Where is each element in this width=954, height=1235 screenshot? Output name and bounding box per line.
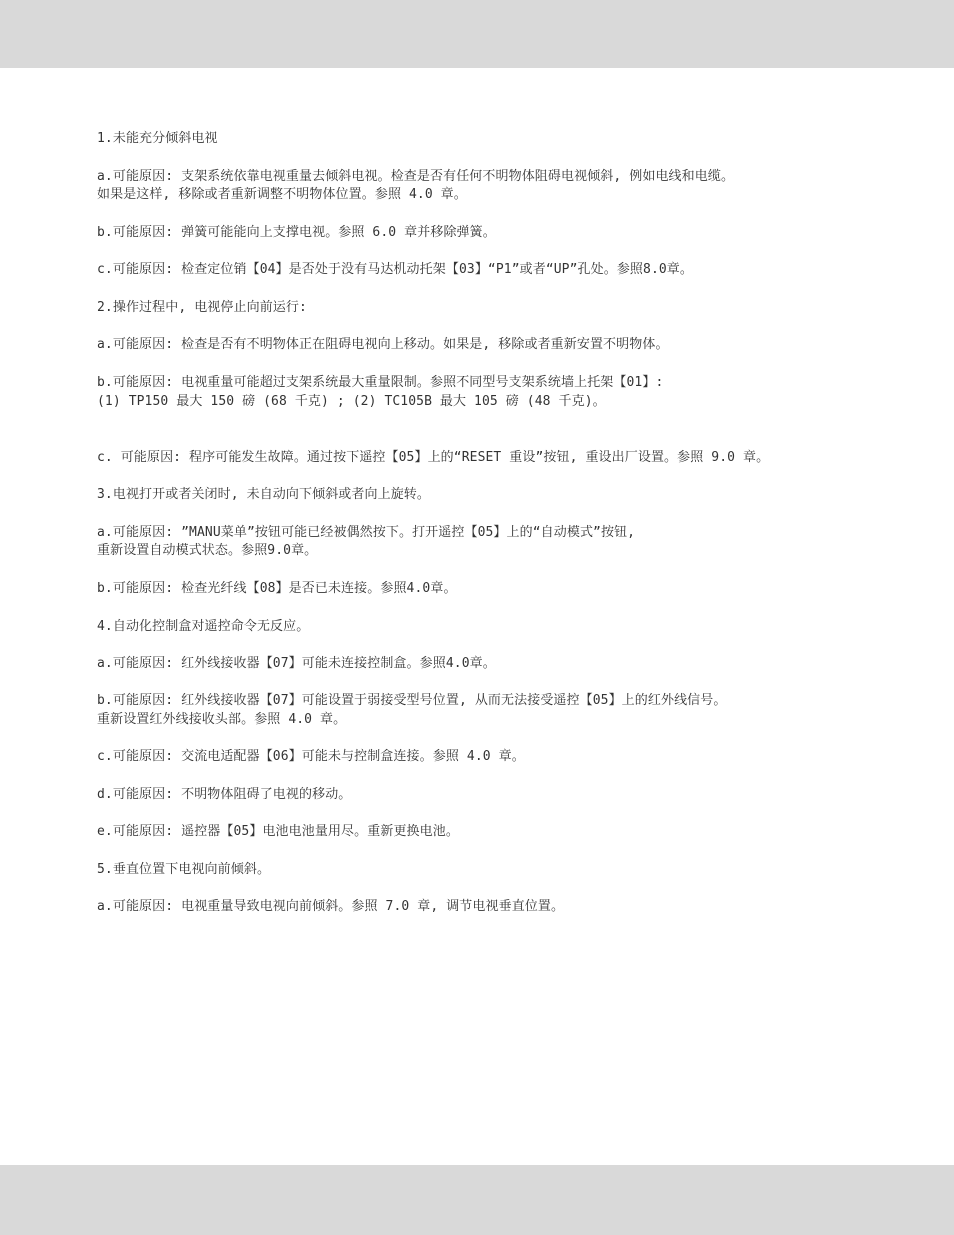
- cause-2b-line1: b.可能原因: 电视重量可能超过支架系统最大重量限制。参照不同型号支架系统墙上托架【01】:: [97, 375, 664, 390]
- cause-4b-line2: 重新设置红外线接收头部。参照 4.0 章。: [97, 712, 347, 727]
- cause-3b: b.可能原因: 检查光纤线【08】是否已未连接。参照4.0章。: [97, 581, 457, 596]
- heading-5: 5.垂直位置下电视向前倾斜。: [97, 862, 271, 877]
- heading-1: 1.未能充分倾斜电视: [97, 131, 218, 146]
- page-header-band: [0, 0, 954, 68]
- cause-5a: a.可能原因: 电视重量导致电视向前倾斜。参照 7.0 章, 调节电视垂直位置。: [97, 899, 565, 914]
- cause-1b: b.可能原因: 弹簧可能能向上支撑电视。参照 6.0 章并移除弹簧。: [97, 225, 496, 240]
- cause-3a-line1: a.可能原因: ”MANU菜单”按钮可能已经被偶然按下。打开遥控【05】上的“自动模式”按钮,: [97, 525, 636, 540]
- page-footer-band: [0, 1165, 954, 1235]
- heading-3: 3.电视打开或者关闭时, 未自动向下倾斜或者向上旋转。: [97, 487, 431, 502]
- cause-4c: c.可能原因: 交流电适配器【06】可能未与控制盒连接。参照 4.0 章。: [97, 749, 525, 764]
- cause-1a-line1: a.可能原因: 支架系统依靠电视重量去倾斜电视。检查是否有任何不明物体阻碍电视倾斜, 例如电线和电缆。: [97, 169, 735, 184]
- cause-4e: e.可能原因: 遥控器【05】电池电池量用尽。重新更换电池。: [97, 824, 459, 839]
- heading-4: 4.自动化控制盒对遥控命令无反应。: [97, 619, 310, 634]
- cause-4b-line1: b.可能原因: 红外线接收器【07】可能设置于弱接受型号位置, 从而无法接受遥控【05】上的红外线信号。: [97, 693, 727, 708]
- cause-1a-line2: 如果是这样, 移除或者重新调整不明物体位置。参照 4.0 章。: [97, 187, 467, 202]
- cause-4a: a.可能原因: 红外线接收器【07】可能未连接控制盒。参照4.0章。: [97, 656, 496, 671]
- cause-2b-line2: (1) TP150 最大 150 磅 (68 千克) ; (2) TC105B 最大 105 磅 (48 千克)。: [97, 394, 606, 409]
- cause-4d: d.可能原因: 不明物体阻碍了电视的移动。: [97, 787, 352, 802]
- cause-3a-line2: 重新设置自动模式状态。参照9.0章。: [97, 543, 318, 558]
- cause-2a: a.可能原因: 检查是否有不明物体正在阻碍电视向上移动。如果是, 移除或者重新安置不明物体。: [97, 337, 669, 352]
- heading-2: 2.操作过程中, 电视停止向前运行:: [97, 300, 307, 315]
- cause-2c: c. 可能原因: 程序可能发生故障。通过按下遥控【05】上的“RESET 重设”按钮, 重设出厂设置。参照 9.0 章。: [97, 450, 770, 465]
- cause-1c: c.可能原因: 检查定位销【04】是否处于没有马达机动托架【03】“P1”或者“UP”孔处。参照8.0章。: [97, 262, 694, 277]
